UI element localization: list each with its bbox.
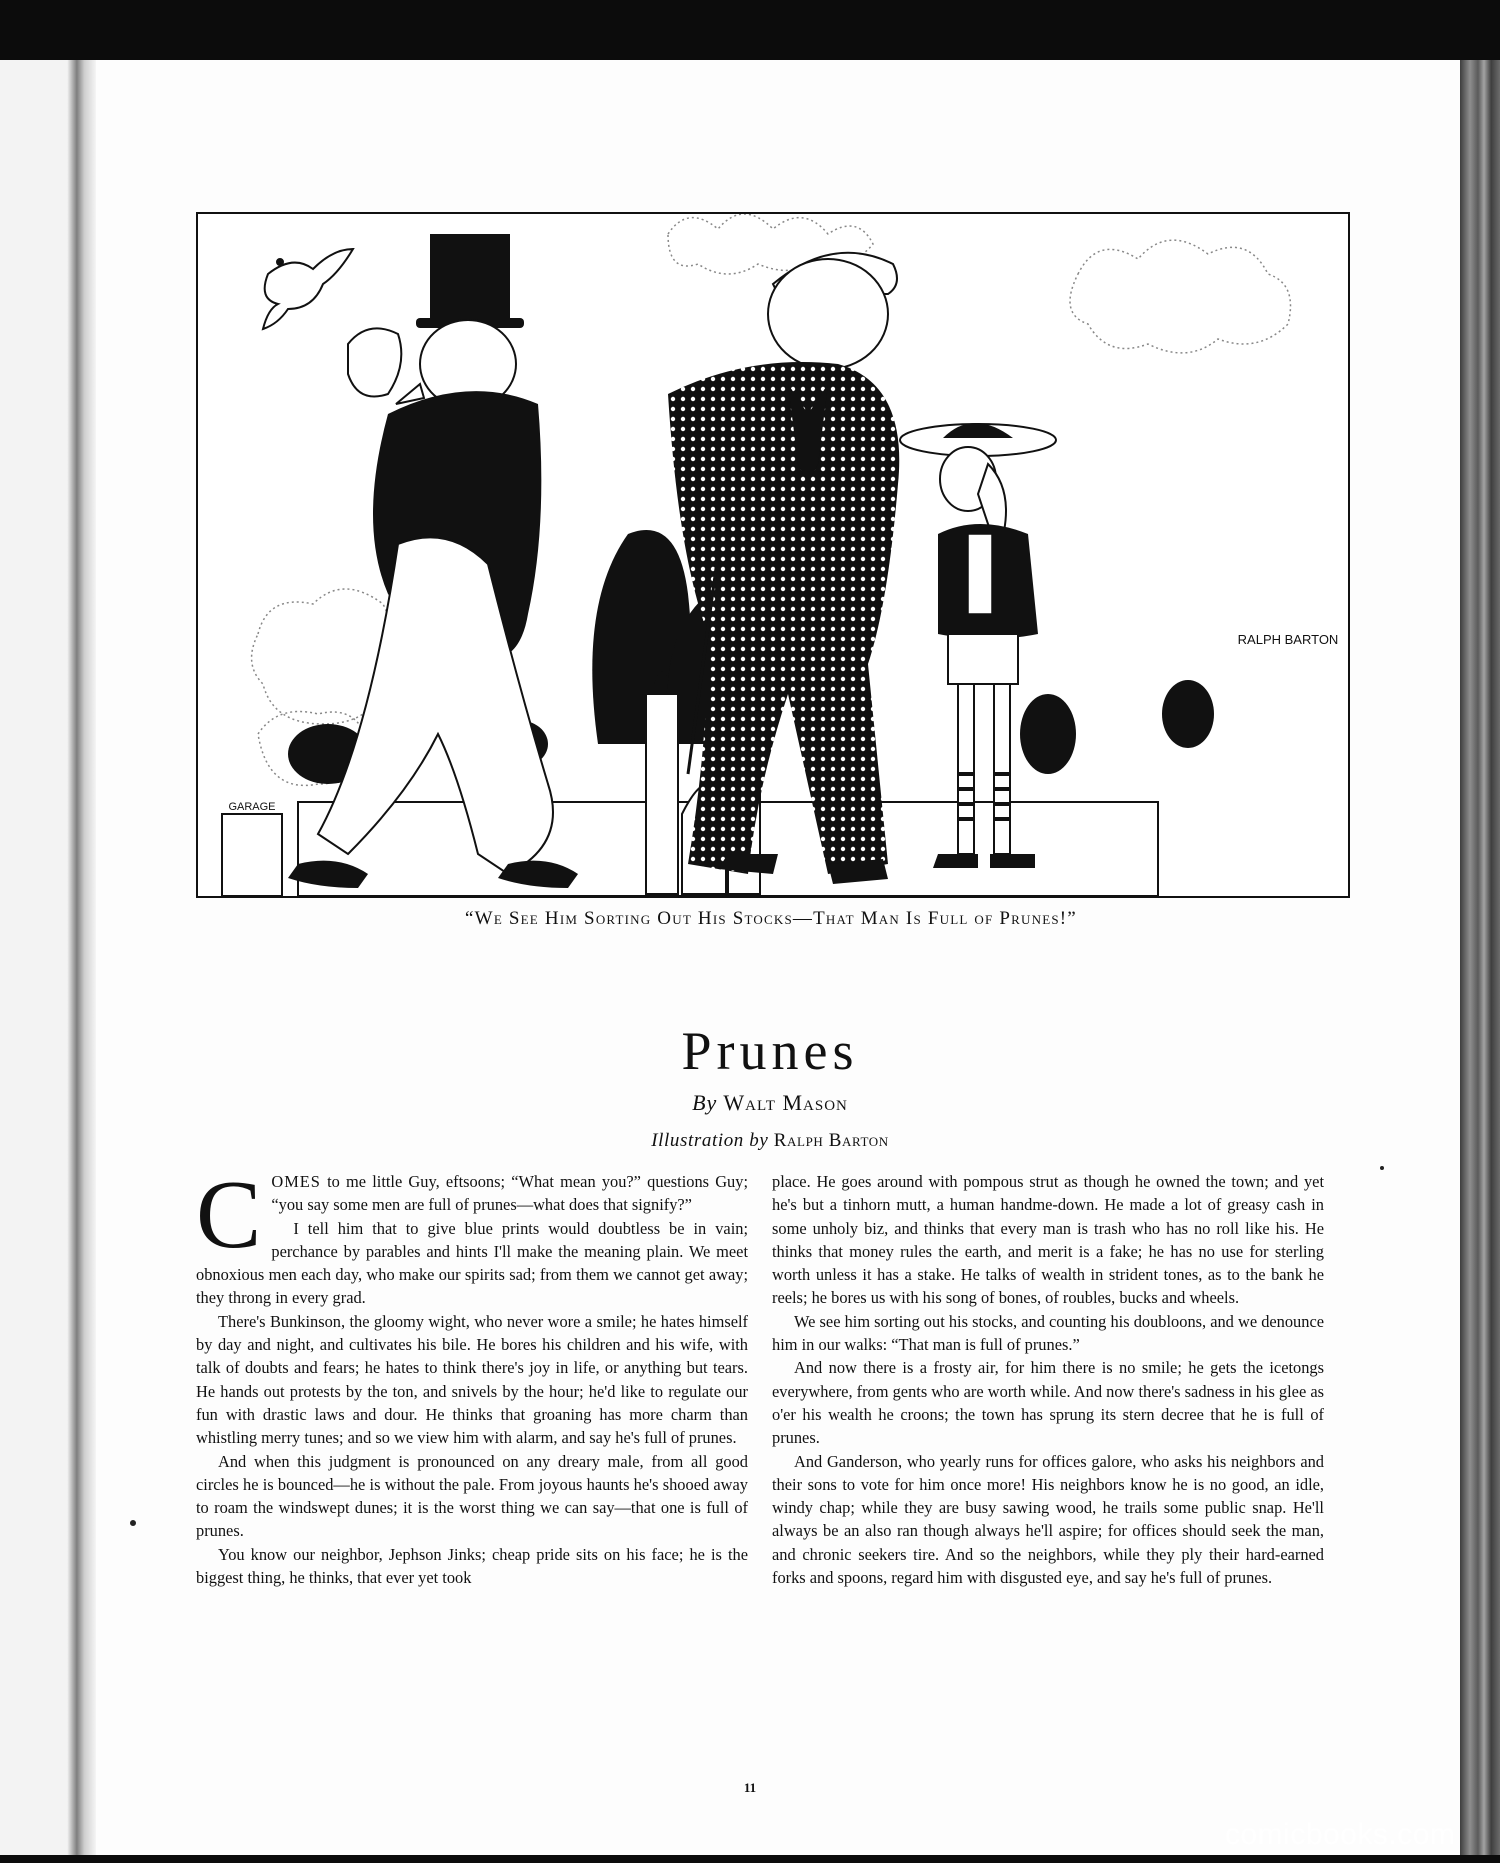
- illustration-caption: “We See Him Sorting Out His Stocks—That Man Is Full of Prunes!”: [465, 908, 1077, 929]
- author-name: Walt Mason: [723, 1090, 848, 1115]
- paragraph: And when this judgment is pronounced on any dreary male, from all good circles he is bounced—he is without the pale. From joyous haunts he's shooed away to roam the windswept dunes; it is the worst thing we can say—that one is full of prunes.: [196, 1451, 748, 1541]
- illustration-credit-prefix: Illustration by: [651, 1130, 769, 1151]
- article-title: Prunes: [681, 1021, 859, 1081]
- article-column-left: [196, 1161, 748, 1589]
- drop-cap: C: [196, 1161, 262, 1269]
- paragraph: place. He goes around with pompous strut as though he owned the town; and yet he's but a tinhorn mutt, a human handme-down. He made a lot of greasy cash in some unholy biz, and thinks that every man is trash who has no roll like his. He thinks that money rules the earth, and merit is a fake; he has no use for sterling worth unless it has a stake. He talks of wealth in strident tones, as to the bank he reels; he bores us with his song of bones, of roubles, bucks and wheels.: [772, 1172, 1324, 1308]
- paragraph-text: to me little Guy, eftsoons; “What mean you?” questions Guy; “you say some men are full of prunes—what does that signify?”: [271, 1172, 748, 1215]
- bird-icon: [263, 249, 353, 329]
- left-page-spine: [0, 60, 96, 1855]
- byline-prefix: By: [692, 1090, 718, 1115]
- paragraph: And now there is a frosty air, for him there is no smile; he gets the icetongs everywhere, from gents who are worth while. And now there's sadness in his glee as o'er his wealth he croons; the town has sprung its stern decree that he is full of prunes.: [772, 1358, 1324, 1448]
- cartoon-illustration: [196, 212, 1350, 898]
- illustrator-name: Ralph Barton: [773, 1130, 889, 1151]
- paragraph: There's Bunkinson, the gloomy wight, who never wore a smile; he hates himself by day and night, and cultivates his bile. He bores his children and his wife, with talk of doubts and fears; he hates to think there's joy in life, or anything but tears. He hands out protests by the ton, and snivels by the hour; he'd like to regulate our fun with drastic laws and dour. He thinks that groaning has more charm than whistling merry tunes; and so we view him with alarm, and say he's full of prunes.: [196, 1311, 748, 1448]
- article-column-right: [772, 1170, 1324, 1589]
- right-page-edge: [1460, 60, 1500, 1855]
- top-hat-man-figure: [288, 234, 578, 888]
- paragraph: You know our neighbor, Jephson Jinks; cheap pride sits on his face; he is the biggest thing, he thinks, that ever yet took: [196, 1544, 748, 1588]
- opening-caps: OMES: [271, 1172, 321, 1191]
- margin-mark: [130, 1520, 136, 1526]
- byline: [500, 1090, 1040, 1116]
- polka-dot-suit-man-figure: [668, 253, 899, 884]
- margin-mark: [1380, 1166, 1384, 1170]
- paragraph: I tell him that to give blue prints would doubtless be in vain; perchance by parables and hints I'll make the meaning plain. We meet obnoxious men each day, who make our spirits sad; from them we cannot get away; they throng in every grad.: [196, 1218, 748, 1308]
- artist-signature: RALPH BARTON: [1237, 632, 1339, 647]
- paragraph: We see him sorting out his stocks, and counting his doubloons, and we denounce him in our walks: “That man is full of prunes.”: [772, 1311, 1324, 1355]
- illustration-credit: [500, 1130, 1040, 1152]
- paragraph: And Ganderson, who yearly runs for offices galore, who asks his neighbors and their sons to vote for him once more! His neighbors know he is no good, an idle, windy chap; while they are busy sawing wood, he trails some public snap. He'll always be an also ran though always he'll aspire; for offices should seek the man, and chronic seekers tire. And so the neighbors, while they ply their hard-earned forks and spoons, regard him with disgusted eye, and say he's full of prunes.: [772, 1451, 1324, 1588]
- page-number: 11: [743, 1780, 757, 1795]
- garage-sign: GARAGE: [228, 801, 276, 813]
- watermark: comicbooks.com: [1225, 1818, 1456, 1851]
